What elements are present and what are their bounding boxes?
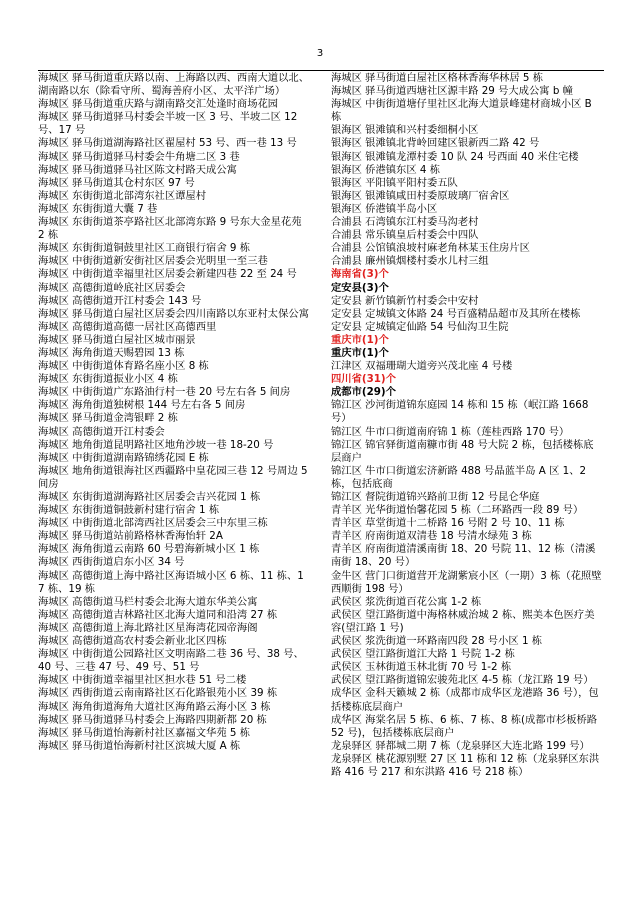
list-item: 海城区 驿马街道湖海路社区翟屋村 53 号、西一巷 13 号: [38, 137, 297, 150]
list-item: 海城区 中街街道幸福里社区担水巷 51 号二楼: [38, 674, 247, 687]
list-item: 海城区 西街街道启东小区 34 号: [38, 556, 185, 569]
list-item: 银海区 银滩镇龙潭村委 10 队 24 号西面 40 米住宅楼: [331, 150, 579, 163]
list-item: 海城区 西街街道云南南路社区石化路银苑小区 39 栋: [38, 687, 278, 700]
list-item: 锦江区 牛市口街道宏济新路 488 号晶蓝半岛 A 区 1、2 栋，包括底商: [331, 464, 587, 490]
list-item: 合浦县 常乐镇皇后村委会中四队: [331, 229, 479, 242]
list-item: 海城区 驿马街道驿马村委会牛角塘二区 3 巷: [38, 150, 240, 163]
list-item: 武侯区 望江路街道锦宏骏苑北区 4-5 栋（龙江路 19 号）: [331, 674, 594, 687]
list-item: 武侯区 望江路街道江大路 1 号院 1-2 栋: [331, 648, 515, 661]
list-item: 龙泉驿区 桃花源别墅 27 区 11 栋和 12 栋（龙泉驿区东洪路 416 号 217 和东洪路 416 号 218 栋）: [331, 752, 600, 778]
list-item: 银海区 银滩镇和兴村委细桐小区: [331, 124, 479, 137]
list-item: 海城区 中街街道塘仔里社区北海大道景峰建材商城小区 B 栋: [331, 98, 592, 124]
list-item: 成华区 金科天籁城 2 栋（成都市成华区龙港路 36 号），包括楼栋底层商户: [331, 687, 599, 713]
list-item: 海城区 高德街道开江村委会: [38, 425, 165, 438]
list-item: 海城区 驿马街道白屋社区居委会四川南路以东亚村太保公寓: [38, 307, 309, 320]
list-item: 海城区 高德街道马栏村委会北海大道东华美公寓: [38, 595, 258, 608]
list-item: 锦江区 牛市口街道南府锦 1 栋（莲桂西路 170 号）: [331, 425, 570, 438]
list-item: 海城区 中街街道湖南路锦绣花园 E 栋: [38, 451, 209, 464]
list-item: 青羊区 光华街道怡馨花园 5 栋（二环路西一段 89 号）: [331, 504, 584, 517]
list-item: 海城区 驿马街道重庆路与湖南路交汇处逢时商场花园: [38, 98, 279, 111]
province-heading: 海南省(3)个: [331, 268, 389, 281]
list-item: 武侯区 浆洗街道一环路南四段 28 号小区 1 栋: [331, 635, 543, 648]
list-item: 海城区 地角街道昆明路社区地角沙坡一巷 18-20 号: [38, 438, 274, 451]
list-item: 海城区 驿马街道怡海新村社区滨城大厦 A 栋: [38, 739, 241, 752]
list-item: 海城区 驿马街道站前路格林香海怡轩 2A: [38, 530, 223, 543]
list-item: 锦江区 督院街道锦兴路前卫街 12 号昆仑华庭: [331, 491, 540, 503]
list-item: 海城区 东街街道振业小区 4 栋: [38, 373, 178, 386]
list-item: 海城区 东街街道湖海路社区居委会吉兴花园 1 栋: [38, 491, 261, 503]
list-item: 海城区 东街街道茶亭路社区北部湾东路 9 号东大金星花苑 2 栋: [38, 216, 302, 242]
list-item: 青羊区 草堂街道十二桥路 16 号附 2 号 10、11 栋: [331, 517, 565, 530]
list-item: 海城区 中街街道新安街社区居委会光明里一至三巷: [38, 255, 268, 268]
list-item: 成华区 海棠名居 5 栋、6 栋、7 栋、8 栋(成都市杉板桥路 52 号)，包括楼栋底层商户: [331, 713, 598, 739]
list-item: 银海区 侨港镇半岛小区: [331, 202, 438, 215]
list-item: 武侯区 望江路街道中海格林威治城 2 栋、熙美本色医疗美容(望江路 1 号): [331, 608, 595, 634]
province-heading: 重庆市(1)个: [331, 333, 389, 346]
list-item: 定安县 定城镇定仙路 54 号仙沟卫生院: [331, 320, 509, 333]
list-item: 海城区 驿马街道白屋社区城市丽景: [38, 333, 196, 346]
list-item: 武侯区 玉林街道玉林北街 70 号 1-2 栋: [331, 661, 512, 674]
list-item: 海城区 驿马街道驿马村委会半坡一区 3 号、半坡二区 12 号、17 号: [38, 111, 298, 137]
list-item: 海城区 高德街道开江村委会 143 号: [38, 294, 202, 307]
list-item: 海城区 驿马街道驿马村委会上海路四期新都 20 栋: [38, 713, 267, 726]
list-item: 江津区 双福珊瑚大道旁兴茂北座 4 号楼: [331, 360, 513, 373]
list-item: 海城区 海角街道独树根 144 号左右各 5 间房: [38, 399, 246, 412]
right-column: [331, 72, 603, 779]
list-item: 海城区 高德街道高德一居社区高德西里: [38, 320, 217, 333]
list-item: 海城区 东街街道大囊 7 巷: [38, 202, 158, 215]
list-item: 海城区 中街街道体育路名座小区 8 栋: [38, 360, 209, 373]
list-item: 海城区 中街街道幸福里社区居委会新建四巷 22 至 24 号: [38, 268, 297, 281]
list-item: 银海区 银滩镇北背岭回建区银新西二路 42 号: [331, 137, 540, 150]
list-item: 银海区 银滩镇咸田村委原玻璃厂宿舍区: [331, 189, 510, 202]
list-item: 海城区 海角街道天赐碧园 13 栋: [38, 346, 185, 359]
list-item: 银海区 平阳镇平阳村委五队: [331, 176, 458, 189]
list-item: 海城区 中街街道广东路油行村一巷 20 号左右各 5 间房: [38, 386, 291, 399]
header-rule: [38, 70, 604, 71]
page-number: 3: [316, 48, 324, 59]
list-item: 海城区 高德街道上海北路社区星海湾花园帝海阁: [38, 621, 258, 634]
list-item: 海城区 高德街道吉林路社区北海大道同和沿湾 27 栋: [38, 608, 278, 621]
list-item: 海城区 高德街道岭底社区居委会: [38, 281, 186, 294]
list-item: 海城区 东街街道铜鼓新村建行宿舍 1 栋: [38, 504, 220, 517]
list-item: 海城区 驿马街道重庆路以南、上海路以西、西南大道以北、湖南路以东（除看守所、蜀海善府小区、太平洋广场）: [38, 72, 309, 98]
list-item: 海城区 地角街道银海社区西疆路中皇花园三巷 12 号周边 5 间房: [38, 464, 308, 490]
list-item: 定安县 定城镇文体路 24 号百盛精品超市及其所在楼栋: [331, 307, 581, 320]
list-item: 武侯区 浆洗街道百花公寓 1-2 栋: [331, 595, 482, 608]
left-column: [38, 72, 310, 753]
city-heading: 重庆市(1)个: [331, 346, 389, 359]
list-item: 合浦县 石湾镇东江村委马沟老村: [331, 216, 479, 229]
list-item: 海城区 驿马街道西塘社区源丰路 29 号大成公寓 b 幢: [331, 85, 573, 98]
list-item: 海城区 中街街道公园路社区文明南路二巷 36 号、38 号、40 号、三巷 47 号、49 号、51 号: [38, 648, 304, 674]
list-item: 定安县 新竹镇新竹村委会中安村: [331, 294, 479, 307]
list-item: 海城区 海角街道云南路 60 号碧海新城小区 1 栋: [38, 543, 260, 556]
list-item: 合浦县 廉州镇烟楼村委水儿村三组: [331, 255, 489, 268]
list-item: 合浦县 公馆镇浪坡村麻老角林某玉住房片区: [331, 242, 530, 255]
list-item: 锦江区 沙河街道锦东庭园 14 栋和 15 栋（岷江路 1668 号）: [331, 399, 589, 425]
list-item: 海城区 东街街道铜鼓里社区工商银行宿舍 9 栋: [38, 242, 251, 255]
city-heading: 定安县(3)个: [331, 281, 389, 294]
list-item: 海城区 驿马街道怡海新村社区嘉福文华苑 5 栋: [38, 726, 251, 739]
list-item: 海城区 海角街道海角大道社区海角路云海小区 3 栋: [38, 700, 271, 713]
list-item: 海城区 驿马街道金湾银畔 2 栋: [38, 412, 178, 425]
list-item: 海城区 中街街道北部湾西社区居委会三中东里三栋: [38, 517, 268, 530]
list-item: 青羊区 府南街道清溪南街 18、20 号院 11、12 栋（清溪南街 18、20 号）: [331, 543, 596, 569]
list-item: 青羊区 府南街道双清巷 18 号清水绿苑 3 栋: [331, 530, 532, 543]
list-item: 银海区 侨港镇东区 4 栋: [331, 163, 441, 176]
list-item: 海城区 驿马街道驿马社区陈文村路天成公寓: [38, 163, 237, 176]
province-heading: 四川省(31)个: [331, 373, 396, 386]
list-item: 海城区 东街街道北部湾东社区谭屋村: [38, 189, 207, 202]
list-item: 海城区 高德街道高农村委会新业北区四栋: [38, 635, 227, 648]
city-heading: 成都市(29)个: [331, 386, 396, 399]
list-item: 海城区 驿马街道其仓村东区 97 号: [38, 176, 195, 189]
list-item: 龙泉驿区 驿都城二期 7 栋（龙泉驿区大连北路 199 号）: [331, 739, 590, 752]
list-item: 海城区 驿马街道白屋社区格林香海华林居 5 栋: [331, 72, 544, 84]
list-item: 金牛区 营门口街道营开龙湖紫宸小区（一期）3 栋（花照壁西顺街 198 号）: [331, 569, 602, 595]
list-item: 海城区 高德街道上海中路社区海语城小区 6 栋、11 栋、17 栋、19 栋: [38, 569, 304, 595]
list-item: 锦江区 锦官驿街道南糠市街 48 号大院 2 栋，包括楼栋底层商户: [331, 438, 594, 464]
